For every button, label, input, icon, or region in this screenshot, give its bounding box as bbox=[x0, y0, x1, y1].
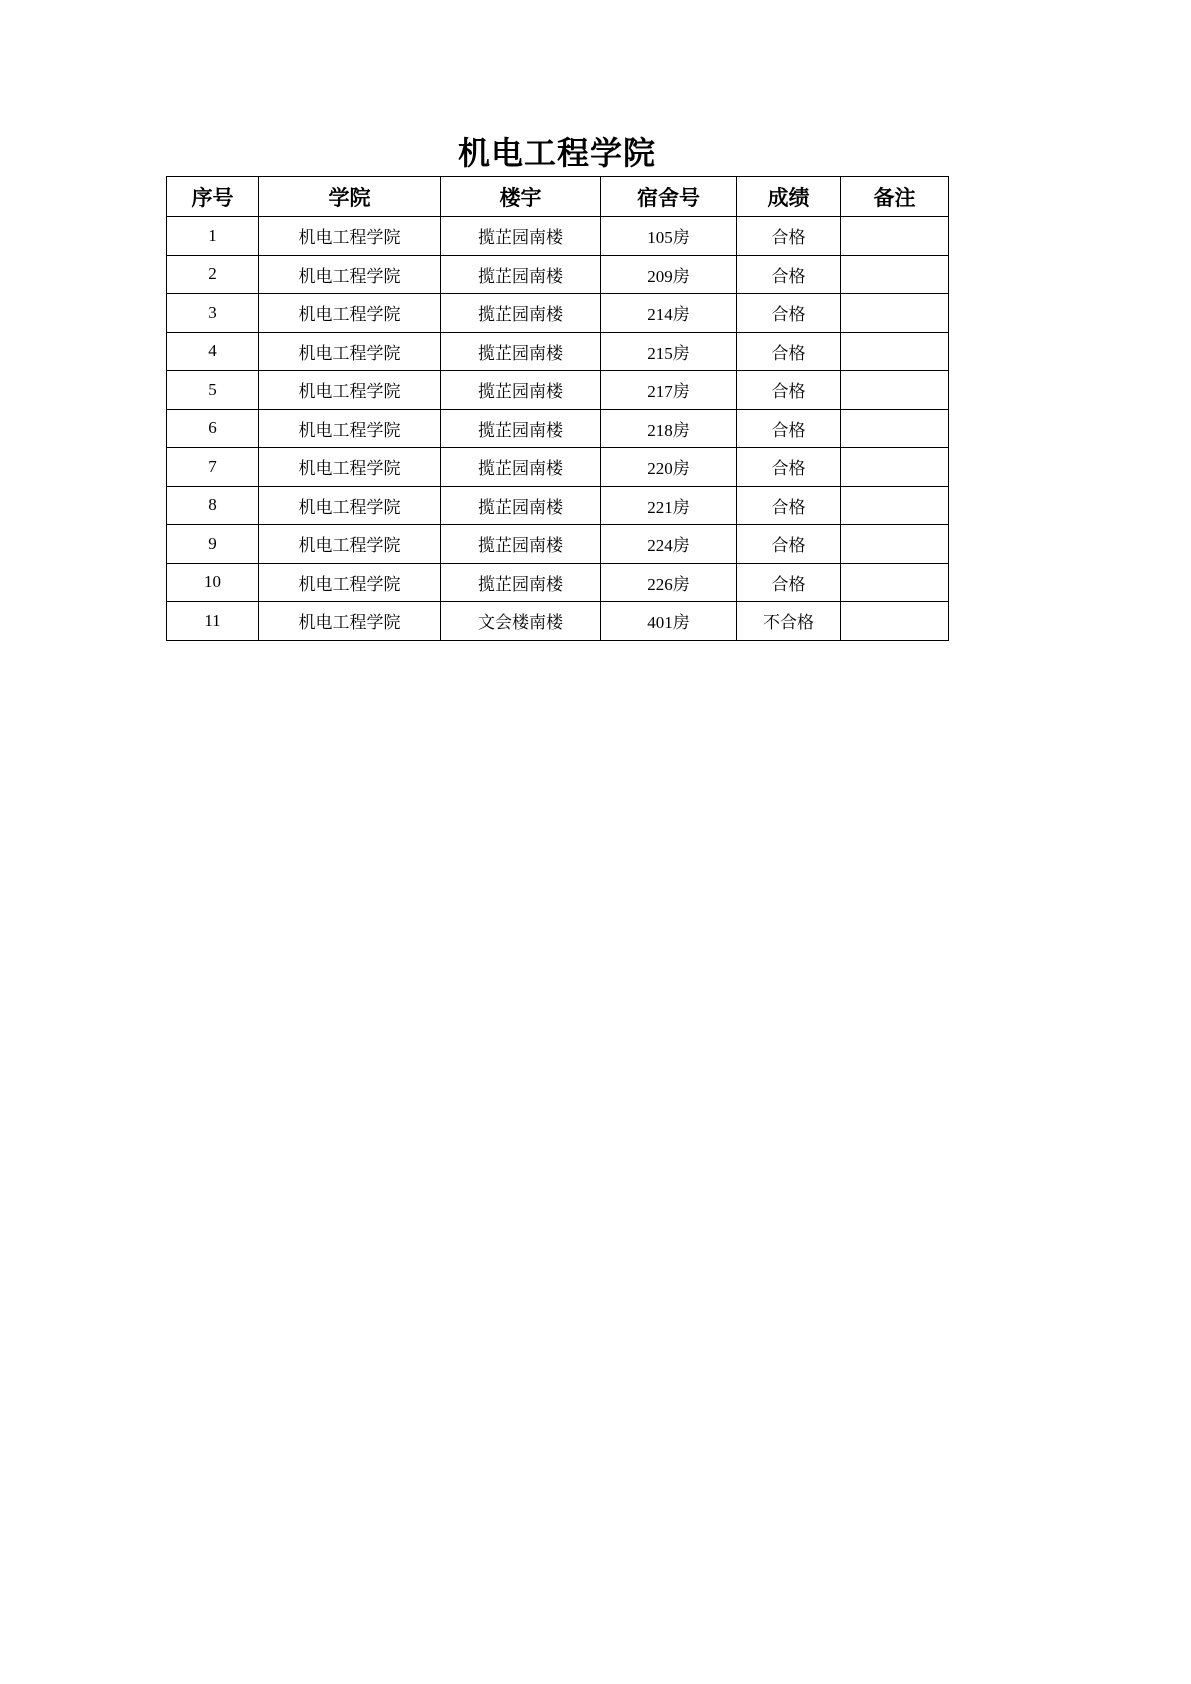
table-body bbox=[167, 217, 949, 641]
table-header-row bbox=[167, 177, 949, 217]
table-row bbox=[167, 486, 949, 525]
cell-note bbox=[841, 563, 949, 602]
cell-score: 合格 bbox=[737, 255, 841, 294]
cell-score: 合格 bbox=[737, 294, 841, 333]
cell-note bbox=[841, 448, 949, 487]
cell-seq: 5 bbox=[167, 371, 259, 410]
cell-building: 文会楼南楼 bbox=[441, 602, 601, 641]
cell-college: 机电工程学院 bbox=[259, 409, 441, 448]
table bbox=[166, 176, 949, 641]
cell-seq: 8 bbox=[167, 486, 259, 525]
cell-building: 揽芷园南楼 bbox=[441, 217, 601, 256]
cell-room: 215房 bbox=[601, 332, 737, 371]
cell-building: 揽芷园南楼 bbox=[441, 409, 601, 448]
dormitory-inspection-table bbox=[166, 176, 948, 641]
table-row bbox=[167, 525, 949, 564]
cell-building: 揽芷园南楼 bbox=[441, 371, 601, 410]
table-row bbox=[167, 563, 949, 602]
cell-seq: 9 bbox=[167, 525, 259, 564]
cell-note bbox=[841, 294, 949, 333]
cell-score: 不合格 bbox=[737, 602, 841, 641]
cell-score: 合格 bbox=[737, 409, 841, 448]
column-header-seq: 序号 bbox=[167, 177, 259, 217]
cell-room: 220房 bbox=[601, 448, 737, 487]
column-header-room: 宿舍号 bbox=[601, 177, 737, 217]
cell-building: 揽芷园南楼 bbox=[441, 294, 601, 333]
cell-score: 合格 bbox=[737, 525, 841, 564]
cell-seq: 1 bbox=[167, 217, 259, 256]
cell-note bbox=[841, 602, 949, 641]
cell-seq: 4 bbox=[167, 332, 259, 371]
cell-college: 机电工程学院 bbox=[259, 448, 441, 487]
cell-seq: 6 bbox=[167, 409, 259, 448]
cell-score: 合格 bbox=[737, 448, 841, 487]
table-row bbox=[167, 294, 949, 333]
cell-building: 揽芷园南楼 bbox=[441, 332, 601, 371]
cell-room: 221房 bbox=[601, 486, 737, 525]
cell-note bbox=[841, 217, 949, 256]
cell-college: 机电工程学院 bbox=[259, 217, 441, 256]
table-row bbox=[167, 371, 949, 410]
cell-seq: 7 bbox=[167, 448, 259, 487]
cell-seq: 11 bbox=[167, 602, 259, 641]
cell-room: 214房 bbox=[601, 294, 737, 333]
cell-college: 机电工程学院 bbox=[259, 294, 441, 333]
table-row bbox=[167, 332, 949, 371]
cell-score: 合格 bbox=[737, 371, 841, 410]
table-row bbox=[167, 602, 949, 641]
page-title: 机电工程学院 bbox=[457, 135, 656, 171]
cell-college: 机电工程学院 bbox=[259, 525, 441, 564]
cell-seq: 3 bbox=[167, 294, 259, 333]
cell-score: 合格 bbox=[737, 217, 841, 256]
cell-note bbox=[841, 332, 949, 371]
cell-seq: 2 bbox=[167, 255, 259, 294]
table-row bbox=[167, 217, 949, 256]
cell-building: 揽芷园南楼 bbox=[441, 563, 601, 602]
cell-college: 机电工程学院 bbox=[259, 371, 441, 410]
column-header-college: 学院 bbox=[259, 177, 441, 217]
cell-score: 合格 bbox=[737, 332, 841, 371]
cell-college: 机电工程学院 bbox=[259, 563, 441, 602]
cell-note bbox=[841, 409, 949, 448]
cell-college: 机电工程学院 bbox=[259, 255, 441, 294]
table-row bbox=[167, 409, 949, 448]
column-header-building: 楼宇 bbox=[441, 177, 601, 217]
cell-building: 揽芷园南楼 bbox=[441, 525, 601, 564]
cell-room: 224房 bbox=[601, 525, 737, 564]
table-row bbox=[167, 255, 949, 294]
cell-college: 机电工程学院 bbox=[259, 486, 441, 525]
cell-college: 机电工程学院 bbox=[259, 602, 441, 641]
cell-note bbox=[841, 525, 949, 564]
cell-room: 218房 bbox=[601, 409, 737, 448]
cell-room: 226房 bbox=[601, 563, 737, 602]
cell-note bbox=[841, 255, 949, 294]
cell-building: 揽芷园南楼 bbox=[441, 486, 601, 525]
table-row bbox=[167, 448, 949, 487]
cell-note bbox=[841, 371, 949, 410]
cell-room: 401房 bbox=[601, 602, 737, 641]
cell-room: 209房 bbox=[601, 255, 737, 294]
table-header bbox=[167, 177, 949, 217]
column-header-note: 备注 bbox=[841, 177, 949, 217]
cell-building: 揽芷园南楼 bbox=[441, 448, 601, 487]
cell-building: 揽芷园南楼 bbox=[441, 255, 601, 294]
cell-college: 机电工程学院 bbox=[259, 332, 441, 371]
cell-note bbox=[841, 486, 949, 525]
cell-room: 217房 bbox=[601, 371, 737, 410]
cell-score: 合格 bbox=[737, 486, 841, 525]
cell-room: 105房 bbox=[601, 217, 737, 256]
cell-seq: 10 bbox=[167, 563, 259, 602]
column-header-score: 成绩 bbox=[737, 177, 841, 217]
cell-score: 合格 bbox=[737, 563, 841, 602]
